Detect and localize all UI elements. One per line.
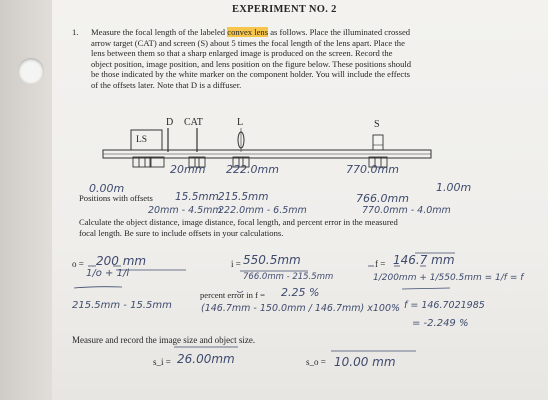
focal-length-result: f = 146.7021985 (404, 300, 485, 311)
reading-lens: 222.0mm (226, 163, 279, 176)
focal-length-value: 146.7 mm (393, 253, 455, 267)
image-distance-value: 550.5mm (243, 253, 301, 267)
percent-error-work: (146.7mm - 150.0mm / 146.7mm) x100% (201, 303, 401, 314)
screen-shape (373, 135, 383, 150)
procedure-line-3: lens between them so that a sharp enlarged image is produced on the screen. Record the (91, 48, 393, 58)
label-cat: CAT (184, 117, 203, 128)
label-s: S (374, 119, 380, 130)
offset-calc-lens: 222.0mm - 6.5mm (218, 205, 307, 216)
calc-instruction-2: focal length. Be sure to include offsets in your calculations. (79, 228, 284, 238)
image-size-label: s_i = (153, 357, 171, 367)
image-size-value: 26.00mm (177, 352, 235, 366)
object-size-value: 10.00 mm (334, 355, 396, 369)
reading-screen: 770.0mm (346, 163, 399, 176)
procedure-line-2: arrow target (CAT) and screen (S) about 5 times the focal length of the lens apart. Place the (91, 37, 405, 48)
reading-cat: 20mm (170, 163, 206, 176)
focal-length-equation: 1/200mm + 1/550.5mm = 1/f = f (373, 273, 524, 283)
object-distance-value: 200 mm (96, 254, 147, 268)
offset-cat-value: 15.5mm (175, 191, 219, 203)
object-distance-work: 215.5mm - 15.5mm (72, 300, 172, 311)
offset-calc-cat: 20mm - 4.5mm (148, 205, 222, 216)
percent-error-label: percent error in f = (200, 290, 265, 300)
reading-screen-offset: 766.0mm (356, 192, 409, 205)
calc-instruction-1: Calculate the object distance, image distance, focal length, and percent error in the measured (79, 217, 398, 227)
object-distance-label: o = (72, 259, 84, 269)
image-size-instruction: Measure and record the image size and object size. (72, 335, 256, 345)
focal-length-label: f = (375, 259, 386, 269)
label-d: D (166, 117, 174, 128)
label-l: L (237, 117, 244, 128)
procedure-line-6: of the offsets later. Note that D is a diffuser. (91, 79, 242, 90)
object-size-label: s_o = (306, 357, 326, 367)
procedure-line-5: be those indicated by the white marker on the component holder. You will include the effects (91, 69, 410, 79)
offset-lens-value: 215.5mm (218, 191, 269, 203)
highlight-convex-lens: convex lens (227, 27, 269, 37)
offsets-label: Positions with offsets (79, 193, 153, 203)
offset-calc-screen: 770.0mm - 4.0mm (362, 205, 451, 216)
page-title: EXPERIMENT NO. 2 (232, 4, 337, 15)
procedure-number: 1. (72, 27, 79, 37)
image-distance-work: 766.0mm - 215.5mm (243, 272, 334, 282)
percent-error-value: 2.25 % (281, 286, 320, 299)
lens-equation-left: 1/o + 1/i (86, 268, 130, 279)
reading-zero: 0.00m (89, 182, 125, 195)
procedure-line-1: Measure the focal length of the labeled convex lens as follows. Place the illuminated crossed (91, 27, 411, 37)
label-ls: LS (136, 135, 148, 145)
procedure-line-4: object position, image position, and lens position on the figure below. These positions should (91, 58, 412, 69)
percent-error-result: = -2.249 % (412, 318, 469, 329)
reading-end: 1.00m (436, 181, 472, 194)
image-distance-label: i = (231, 259, 241, 269)
